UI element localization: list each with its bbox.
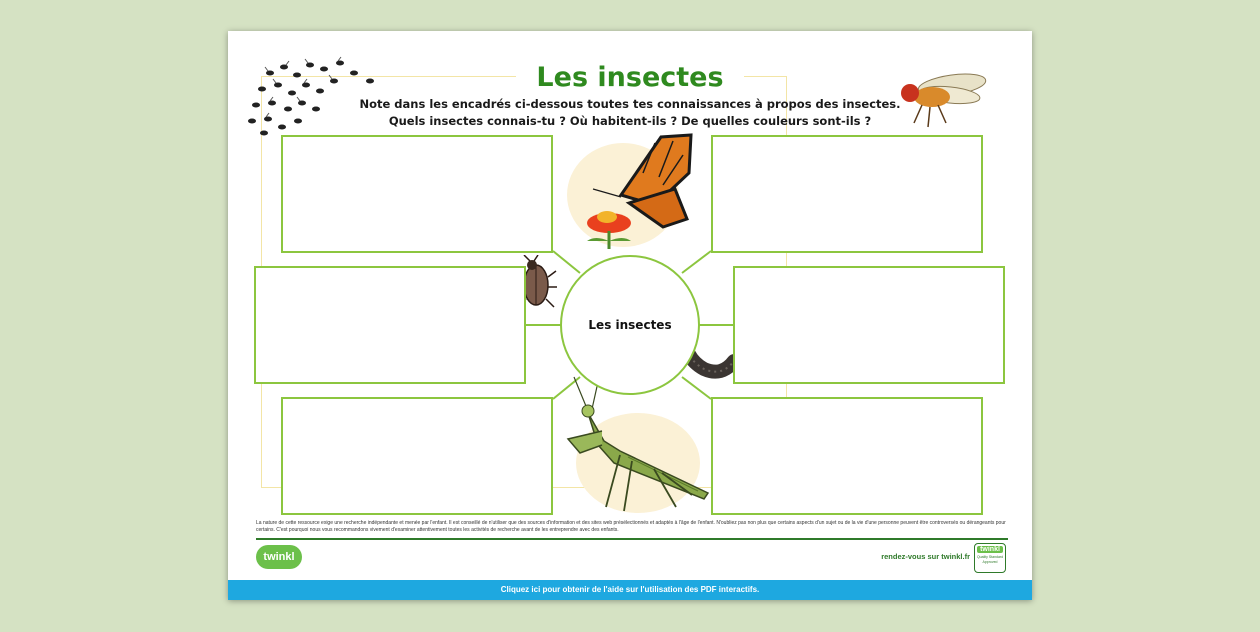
page-title: Les insectes (516, 59, 744, 97)
badge-subtitle: Quality Standard Approved (976, 555, 1004, 564)
center-circle (560, 255, 700, 395)
badge-title: twinkl (977, 546, 1003, 553)
answer-box-middle-left[interactable] (254, 266, 526, 384)
answer-box-bottom-right[interactable] (711, 397, 983, 515)
website-link[interactable]: rendez-vous sur twinkl.fr (881, 552, 970, 561)
center-label: Les insectes (588, 318, 672, 332)
instructions-line-2: Quels insectes connais-tu ? Où habitent-ils ? De quelles couleurs sont-ils ? (388, 114, 872, 128)
answer-box-top-right[interactable] (711, 135, 983, 253)
footer-divider (256, 538, 1008, 540)
answer-box-bottom-left[interactable] (281, 397, 553, 515)
twinkl-logo[interactable]: twinkl (256, 545, 302, 569)
interactive-pdf-help-link[interactable]: Cliquez ici pour obtenir de l'aide sur l'utilisation des PDF interactifs. (228, 580, 1032, 600)
butterfly-icon (563, 133, 703, 251)
instructions-line-1: Note dans les encadrés ci-dessous toutes tes connaissances à propos des insectes. (359, 97, 901, 111)
answer-box-middle-right[interactable] (733, 266, 1005, 384)
worksheet-page (228, 31, 1032, 600)
answer-box-top-left[interactable] (281, 135, 553, 253)
quality-badge-icon (974, 543, 1006, 573)
disclaimer-text: La nature de cette ressource exige une recherche indépendante et menée par l'enfant. Il est conseillé de n'utiliser que des sources d'information et des sites web présélectionnés et adaptés à l'âge de l'enfant. N'oubliez pas non plus que certains aspects d'un sujet ou de la vie d'une personne peuvent être controversés ou dérangeants pour certains. C'est pourquoi nous vous recommandons vivement d'examiner attentivement toutes les activités de recherche avant de les entreprendre avec des enfants. (256, 520, 1006, 533)
